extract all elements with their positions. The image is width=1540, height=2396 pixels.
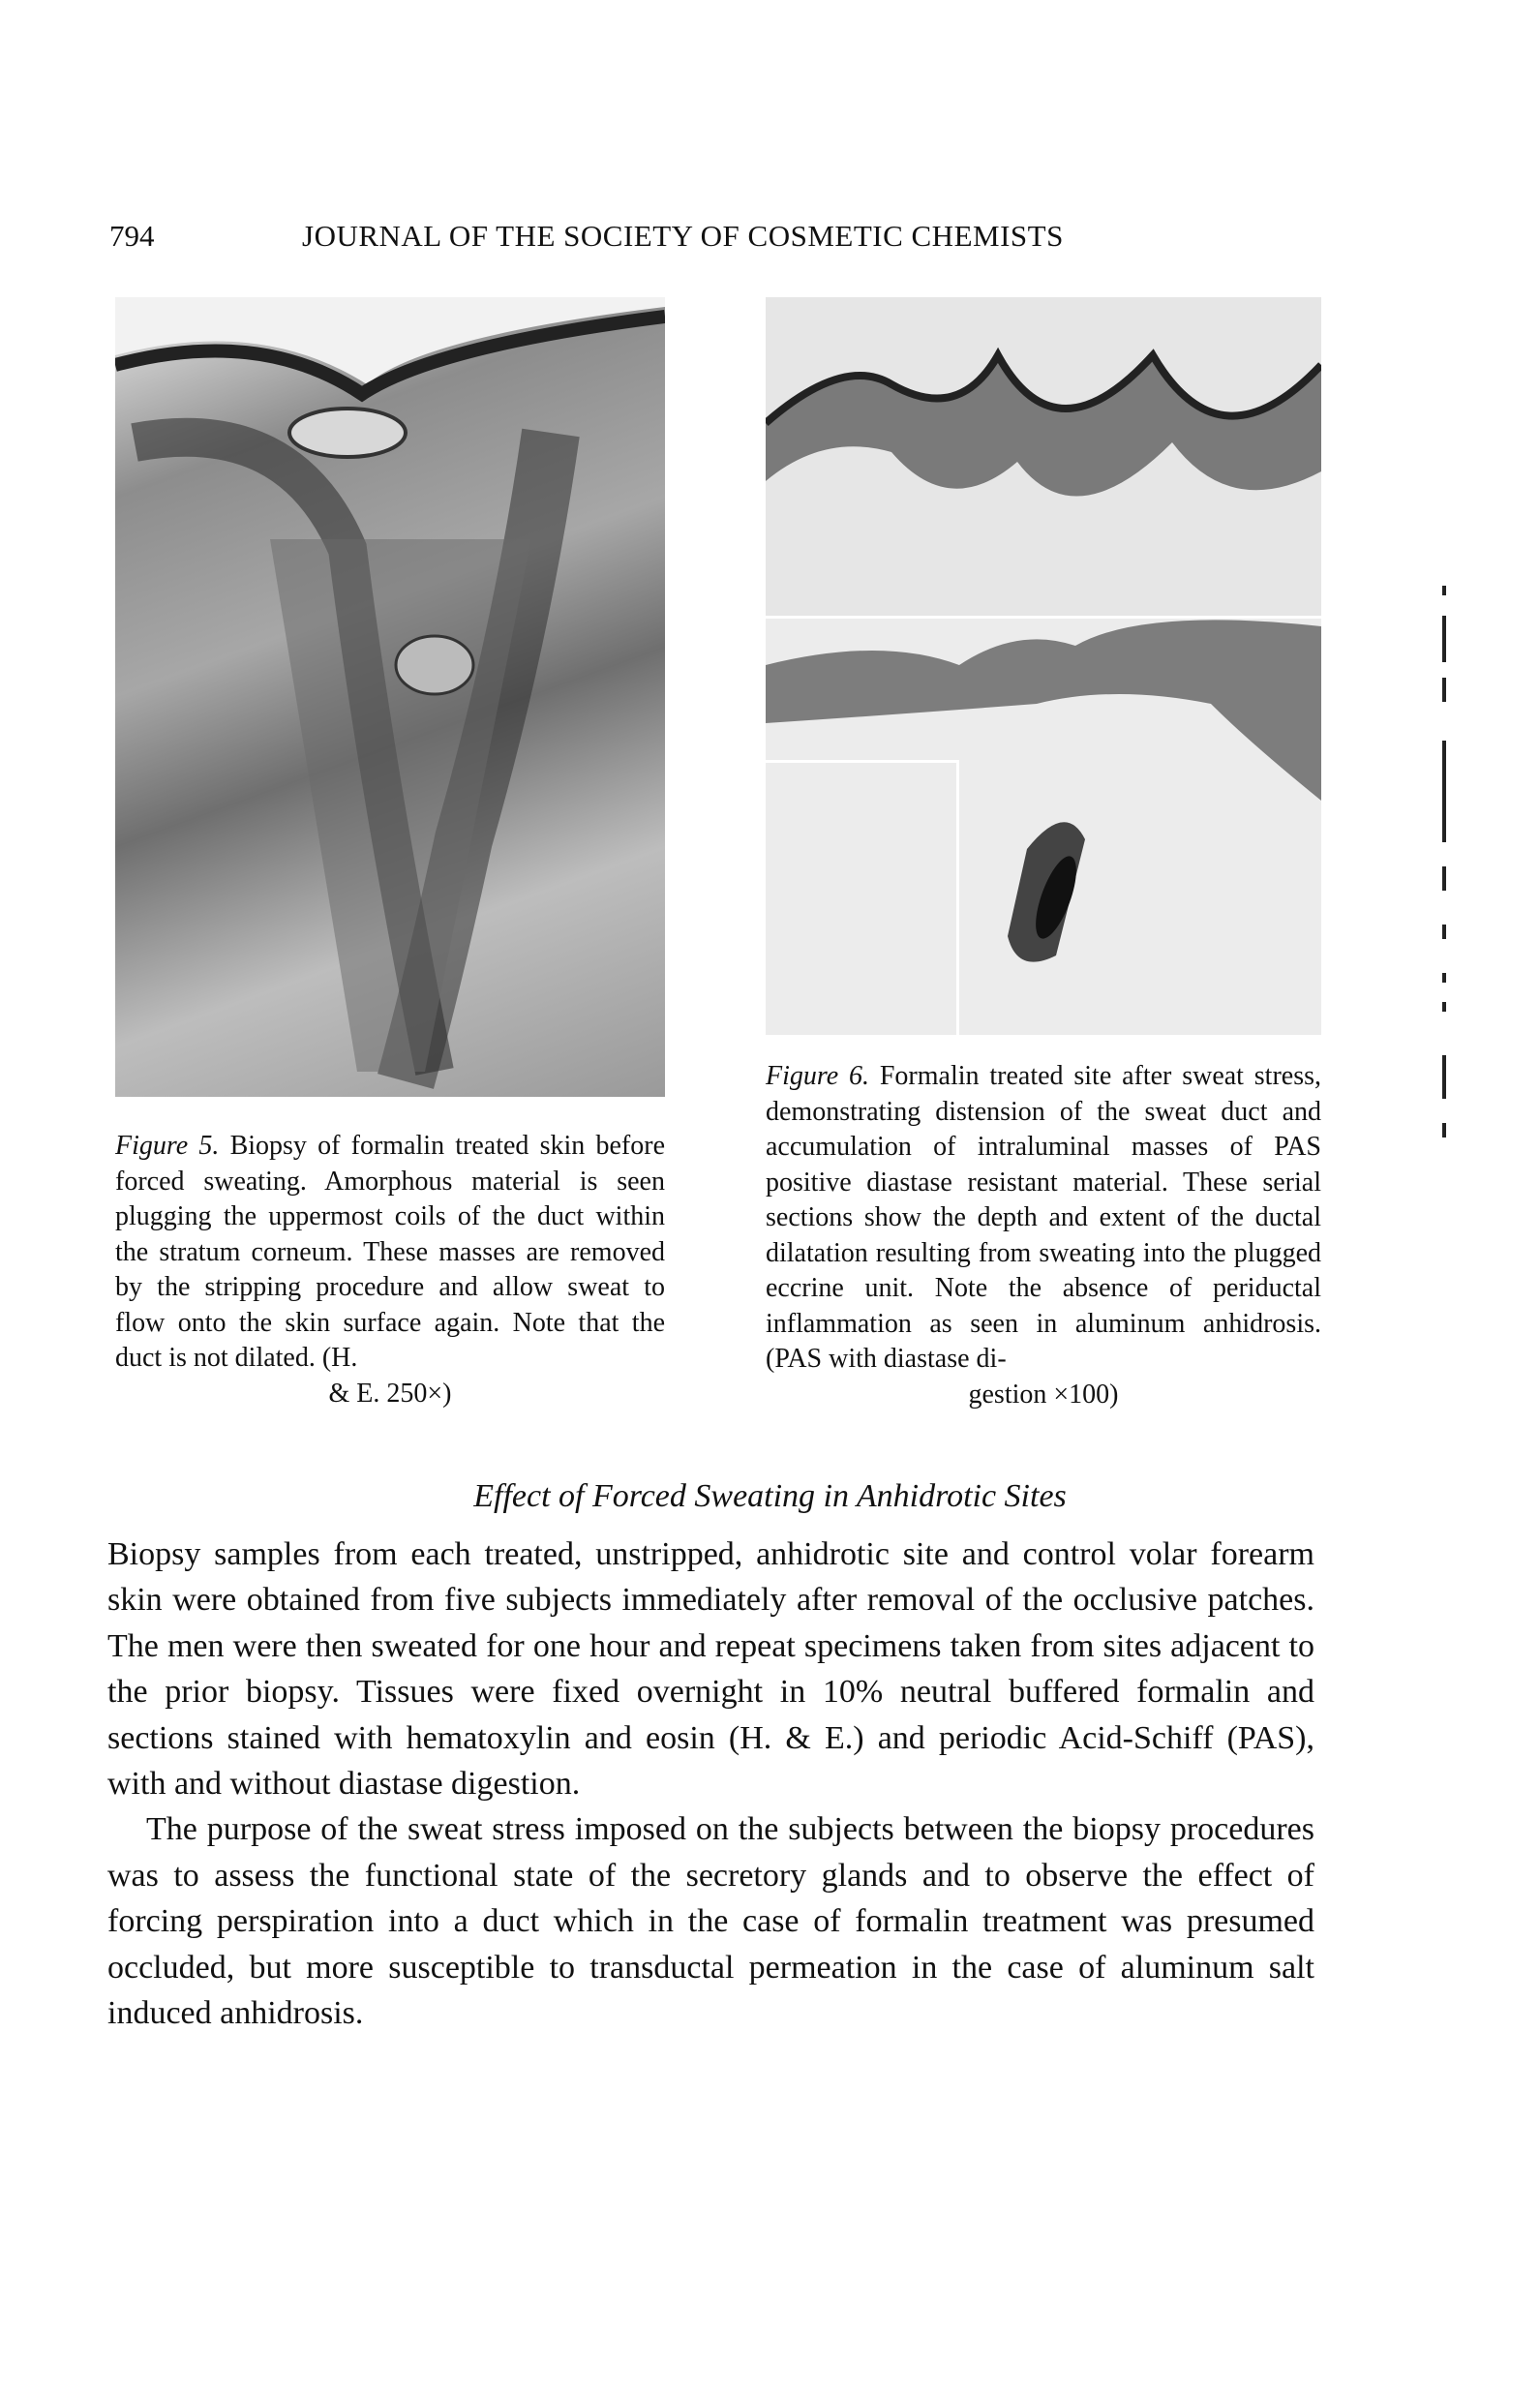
figure-5-image [115, 297, 665, 1097]
margin-mark [1442, 1055, 1446, 1099]
figure-6-micrograph [766, 297, 1321, 1035]
figure-6-label: Figure 6. [766, 1061, 870, 1091]
page-number: 794 [109, 219, 155, 253]
figure-6-image [766, 297, 1321, 1035]
margin-mark [1442, 1123, 1446, 1137]
paragraph: The purpose of the sweat stress imposed on the subjects between the biopsy procedures was to assess the functional state of the secretory glands and to observe the effect of forcing perspiration into a duct which in the case of formalin treatment was presumed occluded, but more susceptible to transductal permeation in the case of aluminum salt induced anhidrosis. [107, 1811, 1314, 2032]
figure-5-caption-text: Biopsy of formalin treated skin before forced sweating. Amorphous material is seen plugging the uppermost coils of the duct within the stratum corneum. These masses are removed by the stripping procedure and allow sweat to flow onto the skin surface again. Note that the duct is not dilated. (H. [115, 1131, 666, 1373]
figure-5-caption [115, 1129, 665, 1411]
figure-6-caption-text: Formalin treated site after sweat stress, demonstrating distension of the sweat duct and accumulation of intraluminal masses of PAS positive diastase resistant material. These serial sections show the depth and extent of the ductal dilatation resulting from sweating into the plugged eccrine unit. Note the absence of periductal inflammation as seen in aluminum anhidrosis. (PAS with diastase di- [766, 1061, 1322, 1374]
margin-mark [1442, 586, 1446, 595]
paragraph: Biopsy samples from each treated, unstripped, anhidrotic site and control volar forearm skin were obtained from five subjects immediately after removal of the occlusive patches. The men were then sweated for one hour and repeat specimens taken from sites adjacent to the prior biopsy. Tissues were fixed overnight in 10% neutral buffered formalin and sections stained with hematoxylin and eosin (H. & E.) and periodic Acid-Schiff (PAS), with and without diastase digestion. [107, 1536, 1314, 1803]
margin-mark [1442, 741, 1446, 842]
figure-5-caption-end: & E. 250×) [328, 1378, 452, 1409]
margin-mark [1442, 678, 1446, 702]
margin-mark [1442, 925, 1446, 939]
figure-6-caption-end: gestion ×100) [968, 1379, 1119, 1410]
margin-mark [1442, 866, 1446, 891]
margin-mark [1442, 616, 1446, 662]
figure-5-micrograph [115, 297, 665, 1097]
body-text [107, 1532, 1314, 2036]
margin-mark [1442, 973, 1446, 983]
margin-mark [1442, 1002, 1446, 1012]
section-heading: Effect of Forced Sweating in Anhidrotic Sites [473, 1478, 1067, 1514]
figure-6-caption [766, 1059, 1321, 1412]
journal-title: JOURNAL OF THE SOCIETY OF COSMETIC CHEMISTS [302, 219, 1064, 253]
figure-5-label: Figure 5. [115, 1131, 220, 1161]
